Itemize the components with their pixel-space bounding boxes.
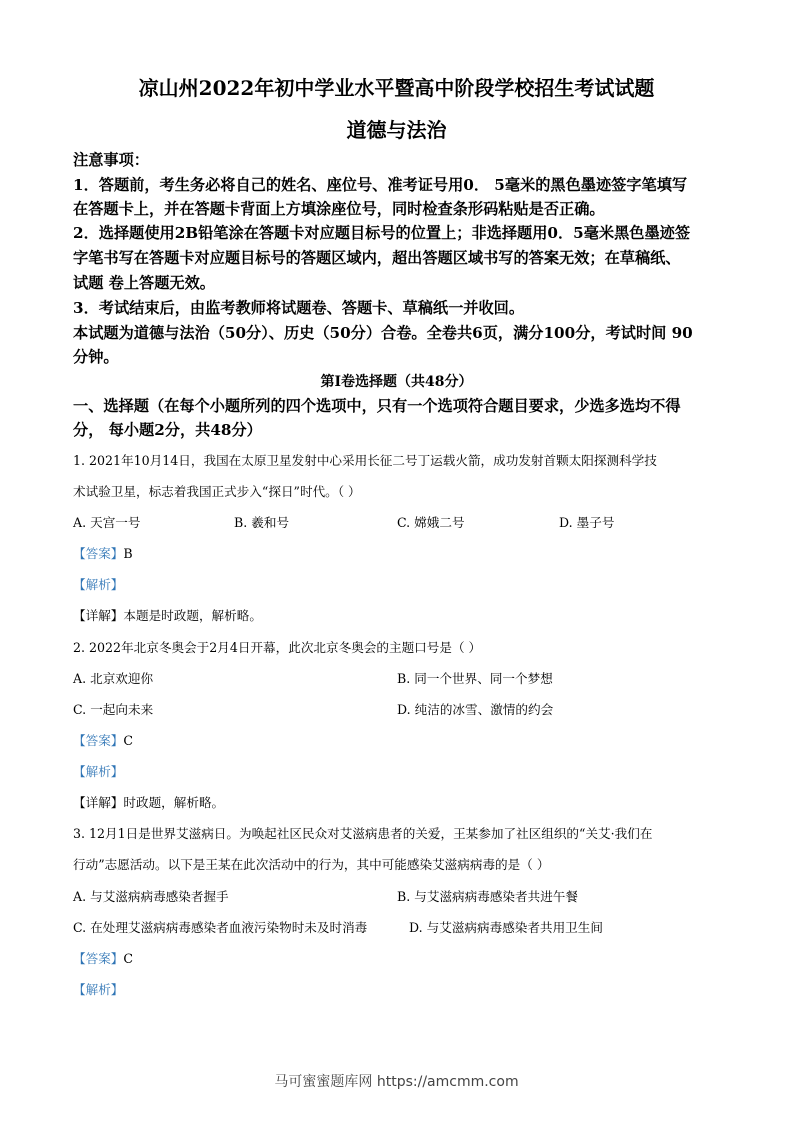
notice-line: 2．选择题使用2B铅笔涂在答题卡对应题目标号的位置上；非选择题用0．5毫米黑色墨迹签 — [73, 224, 691, 242]
detail-text: 本题是时政题，解析略。 — [123, 608, 262, 623]
option-c: C. 一起向未来 — [73, 702, 154, 717]
detail-label: 【详解】 — [73, 608, 124, 623]
section-instruction: 分， 每小题2分，共48分） — [73, 421, 262, 439]
option-d: D. 墨子号 — [559, 515, 615, 530]
notice-line: 分钟。 — [73, 348, 119, 366]
analysis-label: 【解析】 — [73, 764, 124, 779]
option-b: B. 与艾滋病病毒感染者共进午餐 — [397, 889, 578, 904]
analysis-row — [73, 979, 123, 998]
exam-title: 凉山州2022年初中学业水平暨高中阶段学校招生考试试题 — [138, 76, 655, 100]
site-footer: 马可蜜蜜题库网 https://amcmm.com — [274, 1074, 519, 1090]
analysis-label: 【解析】 — [73, 982, 124, 997]
notice-line: 1．答题前，考生务必将自己的姓名、座位号、准考证号用0． 5毫米的黑色墨迹签字笔填写 — [73, 176, 688, 194]
answer-row — [73, 543, 133, 562]
question-stem: 1. 2021年10月14日，我国在太原卫星发射中心采用长征二号丁运载火箭，成功发射首颗太阳探测科学技 — [73, 453, 657, 468]
analysis-row — [73, 761, 123, 780]
option-d: D. 与艾滋病病毒感染者共用卫生间 — [409, 920, 603, 935]
notice-line: 试题 卷上答题无效。 — [73, 274, 215, 292]
option-c: C. 嫦娥二号 — [397, 515, 465, 530]
option-d: D. 纯洁的冰雪、激情的约会 — [397, 702, 554, 717]
analysis-row — [73, 574, 123, 593]
detail-row — [73, 605, 262, 624]
detail-row — [73, 792, 224, 811]
answer-value: B — [123, 546, 133, 561]
option-c: C. 在处理艾滋病病毒感染者血液污染物时未及时消毒 — [73, 920, 368, 935]
option-b: B. 同一个世界、同一个梦想 — [397, 671, 553, 686]
section-title: 第I卷选择题（共48分） — [320, 374, 473, 390]
option-a: A. 北京欢迎你 — [73, 671, 154, 686]
answer-row — [73, 730, 133, 749]
notice-line: 字笔书写在答题卡对应题目标号的答题区域内，超出答题区域书写的答案无效；在草稿纸、 — [73, 249, 681, 267]
option-a: A. 天宫一号 — [73, 515, 141, 530]
answer-value: C — [123, 951, 134, 966]
detail-text: 时政题，解析略。 — [123, 795, 225, 810]
detail-label: 【详解】 — [73, 795, 124, 810]
notice-line: 3．考试结束后，由监考教师将试题卷、答题卡、草稿纸一并收回。 — [73, 299, 525, 317]
subject-title: 道德与法治 — [346, 118, 447, 142]
analysis-label: 【解析】 — [73, 577, 124, 592]
notice-line: 在答题卡上，并在答题卡背面上方填涂座位号，同时检查条形码粘贴是否正确。 — [73, 200, 605, 218]
answer-label: 【答案】 — [73, 733, 124, 748]
answer-row — [73, 948, 133, 967]
answer-value: C — [123, 733, 134, 748]
section-instruction: 一、选择题（在每个小题所列的四个选项中，只有一个选项符合题目要求，少选多选均不得 — [73, 397, 681, 415]
question-stem: 术试验卫星，标志着我国正式步入“探日”时代。（ ） — [73, 484, 361, 499]
question-stem: 3. 12月1日是世界艾滋病日。为唤起社区民众对艾滋病患者的关爱，王某参加了社区组织的“关艾·我们在 — [73, 826, 653, 841]
answer-label: 【答案】 — [73, 951, 124, 966]
answer-label: 【答案】 — [73, 546, 124, 561]
notice-heading: 注意事项： — [73, 151, 149, 169]
option-b: B. 羲和号 — [234, 515, 290, 530]
notice-line: 本试题为道德与法治（50分）、历史（50分）合卷。全卷共6页，满分100分，考试时间 90 — [73, 324, 693, 342]
option-a: A. 与艾滋病病毒感染者握手 — [73, 889, 229, 904]
question-stem: 2. 2022年北京冬奥会于2月4日开幕，此次北京冬奥会的主题口号是（ ） — [73, 640, 482, 655]
question-stem: 行动”志愿活动。以下是王某在此次活动中的行为，其中可能感染艾滋病病毒的是（ ） — [73, 857, 550, 872]
